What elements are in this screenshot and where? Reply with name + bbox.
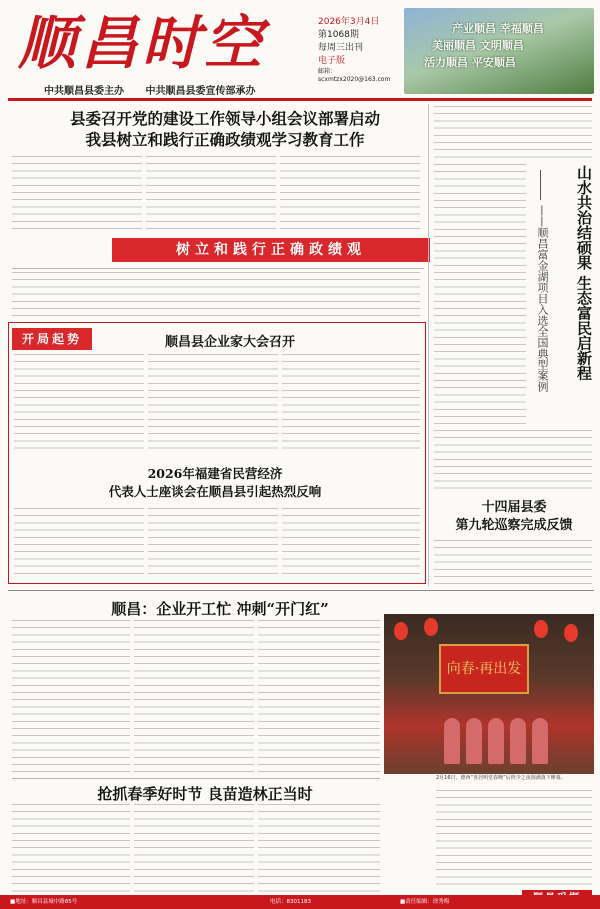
headline-inspection-line1: 十四届县委 [481, 500, 547, 515]
footer-bar [0, 895, 600, 909]
inspection-body [434, 540, 592, 584]
right-body-mid [434, 164, 526, 426]
issue-weekday: 每周三出刊 [318, 43, 364, 53]
right-body-top [434, 106, 592, 162]
headline-afforestation[interactable]: 抢抓春季好时节 良苗造林正当时 [97, 785, 313, 803]
footer-editor: ■责任编辑：徐秀梅 [400, 899, 450, 905]
lantern-icon [534, 620, 548, 638]
box-body-col6 [282, 508, 420, 580]
issue-info [318, 16, 398, 84]
performer-figure [532, 718, 548, 764]
lower-body-col6 [258, 804, 380, 892]
lead-body-col3 [280, 156, 420, 234]
divider [12, 268, 424, 269]
right-body-bottom [434, 430, 592, 494]
photo-caption-body [436, 790, 592, 886]
vertical-subheadline: ——顺昌富金湖项目入选全国典型案例 [536, 205, 549, 392]
newspaper-logo: 顺昌时空 [18, 9, 267, 77]
issue-email: 邮箱：scxmtzx2020@163.com [318, 68, 391, 83]
masthead [0, 0, 600, 100]
box-body-col2 [148, 354, 278, 452]
section-tag: 开局起势 [12, 328, 92, 350]
box-body-col1 [14, 354, 144, 452]
footer-address: ■地址：顺昌县城中路85号 [10, 899, 78, 905]
lower-body-col4 [12, 804, 130, 892]
event-photo [384, 614, 594, 774]
divider [12, 778, 380, 779]
lead-body-continued [12, 272, 420, 316]
photo-caption: 2月16日，德西“喜居明堂春晚”后阵少之夜圆满落下帷幕。 [436, 775, 566, 781]
sponsor-1: 中共顺昌县委主办 [44, 86, 124, 97]
performer-figure [444, 718, 460, 764]
headline-inspection-line2: 第九轮巡察完成反馈 [455, 518, 573, 533]
headline-entrepreneurs-meeting[interactable]: 顺昌县企业家大会召开 [164, 335, 295, 350]
performer-figure [510, 718, 526, 764]
slogan-line: 活力顺昌 平安顺昌 [424, 56, 516, 69]
footer-phone: 电话：8301183 [270, 899, 311, 905]
box-body-col4 [14, 508, 144, 580]
motto-banner: 树立和践行正确政绩观 [112, 238, 430, 262]
lead-headline[interactable] [30, 108, 420, 150]
lantern-icon [424, 618, 438, 636]
slogan-line: 美丽顺昌 文明顺昌 [432, 39, 524, 52]
box-body-col3 [282, 354, 420, 452]
headline-private-economy-line1: 2026年福建省民营经济 [147, 466, 283, 481]
sponsor-2: 中共顺昌县委宣传部承办 [145, 86, 256, 97]
headline-enterprises-startup[interactable]: 顺昌：企业开工忙 冲刺“开门红” [111, 600, 329, 618]
issue-number: 第1068期 [318, 30, 359, 40]
performer-figure [466, 718, 482, 764]
masthead-divider [8, 98, 592, 101]
stage-banner: 向春·再出发 [439, 644, 529, 694]
lead-body-col1 [12, 156, 142, 234]
lantern-icon [564, 624, 578, 642]
lantern-icon [394, 622, 408, 640]
sponsor-line [44, 82, 273, 97]
lower-body-col2 [134, 620, 254, 776]
slogan-banner [404, 8, 594, 94]
headline-inspection[interactable] [434, 499, 594, 535]
lead-body-col2 [146, 156, 276, 234]
slogan-line: 产业顺昌 幸福顺昌 [452, 22, 544, 35]
issue-date: 2026年3月4日 [318, 17, 380, 27]
issue-edition: 电子版 [318, 56, 346, 66]
vertical-headline[interactable]: 山水共治结硕果 生态富民启新程 [575, 165, 593, 381]
headline-private-economy[interactable] [30, 465, 400, 501]
headline-private-economy-line2: 代表人士座谈会在顺昌县引起热烈反响 [108, 484, 322, 499]
performer-figure [488, 718, 504, 764]
section-divider [8, 590, 594, 591]
box-body-col5 [148, 508, 278, 580]
lead-headline-line2: 我县树立和践行正确政绩观学习教育工作 [85, 130, 365, 149]
lead-headline-line1: 县委召开党的建设工作领导小组会议部署启动 [69, 109, 380, 128]
title-dash [540, 170, 541, 200]
lower-body-col1 [12, 620, 130, 776]
lower-body-col3 [258, 620, 380, 776]
column-divider [428, 104, 429, 586]
lower-body-col5 [134, 804, 254, 892]
